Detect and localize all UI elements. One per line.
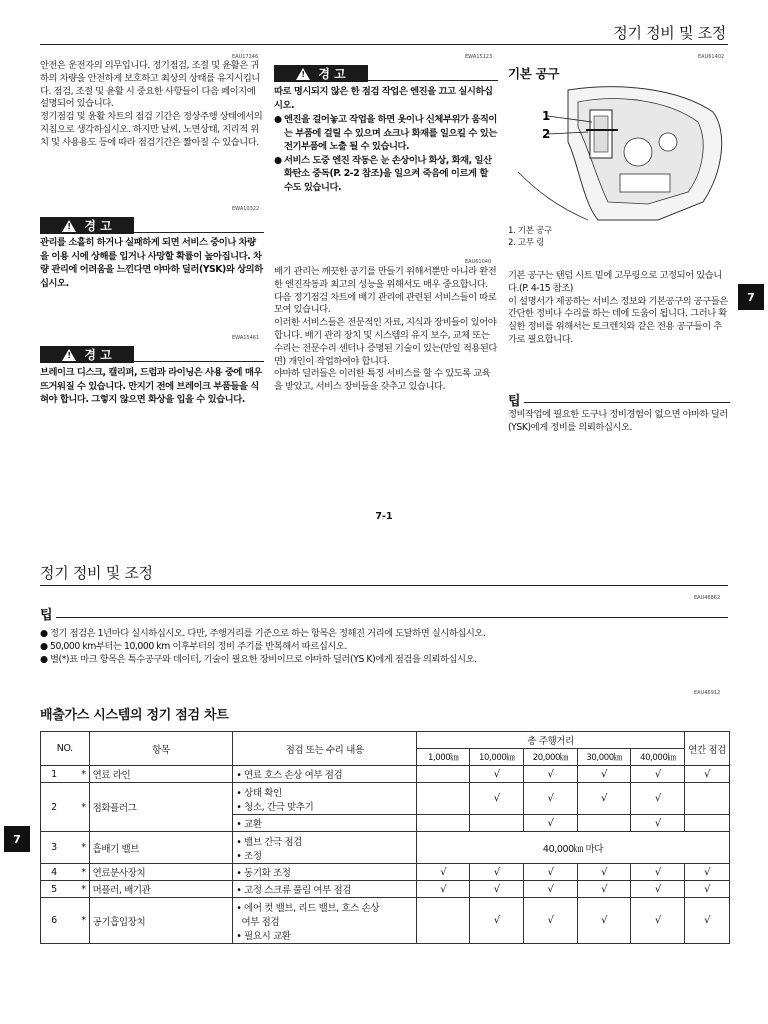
col3-tip-label: 팁 — [508, 394, 521, 409]
check-mark: √ — [577, 881, 631, 898]
check-mark: √ — [416, 864, 469, 881]
check-mark: √ — [631, 898, 685, 944]
page2-chapter-tab: 7 — [4, 826, 30, 852]
header-distance-20000: 20,000㎞ — [524, 749, 578, 766]
warning2-label: 경 고 — [84, 348, 112, 362]
check-mark: √ — [577, 766, 631, 783]
valve-interval: 40,000㎞ 마다 — [416, 832, 729, 864]
page2-header-title: 정기 정비 및 조정 — [40, 564, 153, 582]
check-mark: √ — [685, 898, 730, 944]
table-row: 5 * 머플러, 배기관 • 고정 스크류 풀림 여부 점검 √ √ √ √ √ √ — [41, 881, 730, 898]
check-mark: √ — [685, 881, 730, 898]
page2-tip-bullets — [40, 627, 730, 666]
callout-2: 2 — [542, 127, 551, 141]
col2-warning-label: 경 고 — [318, 67, 346, 81]
header-task: 점검 또는 수리 내용 — [233, 732, 417, 766]
check-mark: √ — [524, 898, 578, 944]
header-item: 항목 — [89, 732, 233, 766]
col2-warning-rule — [368, 80, 498, 81]
tip-bullet: ● 정기 점검은 1년마다 실시하십시오. 다만, 주행거리를 기준으로 하는 항목은 정해진 거리에 도달하면 실시하십시오. — [40, 628, 486, 639]
check-mark: √ — [524, 783, 578, 815]
check-mark: √ — [631, 783, 685, 815]
col1-code3: EWA15461 — [232, 335, 260, 341]
warning2-text: 브레이크 디스크, 캘리퍼, 드럼과 라이닝은 사용 중에 매우 뜨거워질 수 있습니다. 만지기 전에 브레이크 부품들을 식혀야 합니다. 그렇지 않으면 화상을 입을 수 있습니다. — [40, 367, 262, 406]
chart-title: 배출가스 시스템의 정기 점검 차트 — [40, 708, 229, 723]
tip-bullet: ● 50,000 km부터는 10,000 km 이후부터의 정비 주기를 반복해서 따르십시오. — [40, 641, 347, 652]
header-distance-30000: 30,000㎞ — [577, 749, 631, 766]
col2-warning-box — [274, 65, 368, 82]
basic-tools-title: 기본 공구 — [508, 66, 560, 81]
col2-warning-lead: 따로 명시되지 않은 한 점검 작업은 엔진을 끄고 실시하십시오. — [274, 86, 493, 111]
check-mark: √ — [685, 766, 730, 783]
table-row: 4 * 연료분사장치 • 동기화 조정 √ √ √ √ √ √ — [41, 864, 730, 881]
check-mark: √ — [685, 864, 730, 881]
col3-code1: EAU61402 — [698, 54, 725, 60]
col1-intro: 안전은 운전자의 의무입니다. 정기점검, 조절 및 윤활은 귀하의 차량을 안전하게 보호하고 최상의 상태를 유지시킵니다. 점검, 조절 및 윤활 시 중요한 사항들이 다음 페이지에 설명되어 있습니다. — [40, 60, 260, 110]
col1-code2: EWA10322 — [232, 206, 260, 212]
check-mark: √ — [524, 864, 578, 881]
warning1-box — [40, 217, 134, 234]
warning-triangle-icon: ! — [62, 349, 76, 361]
check-mark: √ — [470, 898, 524, 944]
tool-kit-illustration — [508, 82, 730, 222]
warning1-rule — [134, 232, 264, 233]
header-distance-1000: 1,000㎞ — [416, 749, 469, 766]
warning2-rule — [134, 361, 264, 362]
header-distance-40000: 40,000㎞ — [631, 749, 685, 766]
check-mark: √ — [577, 898, 631, 944]
warning2-box — [40, 346, 134, 363]
check-mark: √ — [470, 881, 524, 898]
col3-tip-rule — [524, 402, 730, 403]
warning1-text: 관리를 소홀히 하거나 실패하게 되면 서비스 중이나 차량을 이용 시에 상해를 입거나 사망할 확률이 높아집니다. 차량 관리에 어려움을 느낀다면 야마하 딜러(YSK)와 상의하십시오. — [40, 237, 263, 289]
table-row: • 교환 √ √ — [41, 815, 730, 832]
col1-code1: EAU17246 — [232, 54, 259, 60]
header-distance-10000: 10,000㎞ — [470, 749, 524, 766]
table-row: 2 * 점화플러그 • 상태 확인 • 청소, 간극 맞추기 √ √ √ √ — [41, 783, 730, 815]
table-row: 1 * 연료 라인 • 연료 호스 손상 여부 점검 √ √ √ √ √ — [41, 766, 730, 783]
chart-code: EAU46912 — [694, 690, 721, 696]
tip-bullet: ● 별(*)표 마크 항목은 특수공구와 데이터, 기술이 필요한 장비이므로 야마하 딜러(YS K)에게 점검을 의뢰하십시오. — [40, 654, 477, 665]
col2-body: 배기 관리는 깨끗한 공기를 만들기 위해서뿐만 아니라 완전한 엔진작동과 최고의 성능을 위해서도 매우 중요합니다. 다음 정기점검 차트에 배기 관리에 관련된 서비스들이 따로 모여 있습니다. 이러한 서비스들은 전문적인 자료, 지식과 장비들이 있어야 합니다. 배기 관리 장치 및 시스템의 유지 보수, 교체 또는 수리는 전문수리 센터나 증명된 기술이 있는(만일 적용된다면) 개인이 작업하여야 합니다. 야마하 딜러들은 이러한 특정 서비스를 할 수 있도록 교육을 받았고, 서비스 장비들을 갖추고 있습니다. — [274, 266, 497, 393]
col2-warning-bullets — [274, 113, 498, 195]
check-mark: √ — [577, 864, 631, 881]
check-mark: √ — [631, 881, 685, 898]
check-mark: √ — [631, 815, 685, 832]
warning-triangle-icon: ! — [296, 68, 310, 80]
col2-code1: EWA15123 — [465, 54, 493, 60]
page2-tip-rule — [56, 617, 728, 618]
page2-tip-code: EAU46862 — [694, 595, 721, 601]
col3-body: 기본 공구는 탠덤 시트 밑에 고무링으로 고정되어 있습니다.(P. 4-15 참조) 이 설명서가 제공하는 서비스 정보와 기본공구의 공구들은 간단한 정비나 수리를 하는 데에 도움이 됩니다. 그러나 확실한 정비를 위해서는 토크렌치와 같은 전용 공구들이 추가로 필요합니다. — [508, 270, 728, 345]
check-mark: √ — [470, 783, 524, 815]
illustration-legend: 1. 기본 공구 2. 고무 링 — [508, 226, 552, 248]
header-annual: 연간 점검 — [685, 732, 730, 766]
col3-tip-text: 정비작업에 필요한 도구나 정비경험이 없으면 야마하 딜러(YSK)에게 정비를 의뢰하십시오. — [508, 409, 728, 433]
check-mark: √ — [416, 881, 469, 898]
table-row: 3 * 흡배기 밸브 • 밸브 간극 점검 • 조정 40,000㎞ 마다 — [41, 832, 730, 864]
warning-bullet: ● 서비스 도중 엔진 작동은 눈 손상이나 화상, 화재, 일산화탄소 중독(P. 2-2 참조)을 일으켜 죽음에 이르게 할 수도 있습니다. — [274, 154, 492, 193]
page1-number: 7-1 — [375, 511, 393, 522]
warning-bullet: ● 엔진을 걸어놓고 작업을 하면 옷이나 신체부위가 움직이는 부품에 걸릴 수 있으며 쇼크나 화재를 일으킬 수 있는 전기부품에 노출 될 수 있습니다. — [274, 114, 497, 153]
table-row: 6 * 공기흡입장치 • 에어 컷 밸브, 리드 밸브, 호스 손상 여부 점검 • 필요시 교환 √ √ √ √ √ — [41, 898, 730, 944]
warning-triangle-icon: ! — [62, 220, 76, 232]
header-no: NO. — [41, 732, 90, 766]
check-mark: √ — [524, 766, 578, 783]
check-mark: √ — [470, 864, 524, 881]
check-mark: √ — [524, 881, 578, 898]
check-mark: √ — [470, 766, 524, 783]
check-mark: √ — [524, 815, 578, 832]
header-distance: 총 주행거리 — [416, 732, 684, 749]
page1-header-rule — [40, 44, 728, 45]
page1-header-title: 정기 정비 및 조정 — [613, 24, 726, 42]
page1-chapter-tab: 7 — [738, 284, 764, 310]
warning1-label: 경 고 — [84, 219, 112, 233]
check-mark: √ — [577, 783, 631, 815]
check-mark: √ — [631, 864, 685, 881]
col2-code2: EAU61040 — [465, 259, 492, 265]
emission-check-table — [40, 731, 730, 944]
callout-1: 1 — [542, 109, 551, 123]
col1-intro2: 정기점검 및 윤활 차트의 점검 기간은 정상주행 상태에서의 지침으로 생각하십시오. 하지만 날씨, 노면상태, 지리적 위치 및 사용용도 등에 따라 점검기간은 짧아질 수 있습니다. — [40, 111, 263, 148]
page2-tip-label: 팁 — [40, 608, 53, 623]
page2-header-rule — [40, 585, 728, 586]
check-mark: √ — [631, 766, 685, 783]
